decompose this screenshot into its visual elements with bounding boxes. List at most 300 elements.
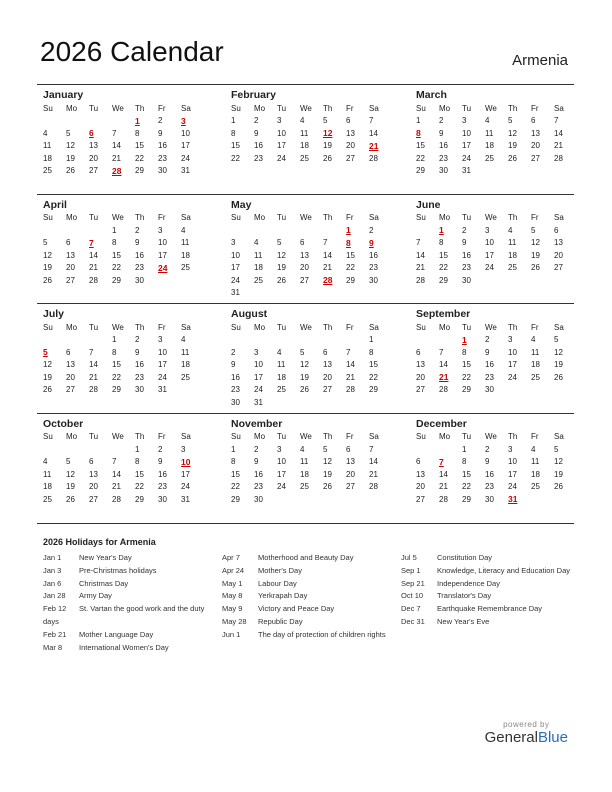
day: 27 [89, 166, 98, 176]
day: 22 [231, 153, 240, 163]
day: 21 [439, 482, 448, 492]
empty-day [271, 493, 294, 506]
day: 11 [277, 360, 286, 370]
day: 4 [531, 444, 536, 454]
weekday-header: Th [508, 103, 518, 113]
holiday-date: Dec 31 [401, 616, 425, 626]
month-table [37, 212, 198, 287]
holiday-item [43, 578, 222, 591]
day: 3 [485, 225, 490, 235]
empty-day [37, 334, 60, 347]
month-september [410, 304, 574, 413]
holiday-name: Yerkrapah Day [258, 591, 308, 601]
weekday-header: We [300, 432, 312, 442]
day: 16 [462, 250, 471, 260]
day: 10 [277, 457, 286, 467]
day: 17 [485, 250, 494, 260]
day: 7 [416, 238, 421, 248]
day: 13 [416, 360, 425, 370]
day: 22 [112, 263, 121, 273]
day: 15 [462, 469, 471, 479]
holiday-date: May 9 [222, 604, 243, 614]
day: 9 [254, 457, 259, 467]
day: 12 [323, 457, 332, 467]
month-row [37, 303, 574, 413]
day: 22 [135, 482, 144, 492]
holiday-date: Feb 12 [43, 604, 67, 614]
day: 11 [181, 347, 190, 357]
day: 30 [135, 275, 144, 285]
day: 12 [531, 238, 540, 248]
holiday-day: 21 [369, 140, 379, 151]
day: 10 [231, 250, 240, 260]
weekday-header: We [485, 322, 497, 332]
day: 31 [158, 385, 167, 395]
empty-day [317, 334, 340, 347]
day: 29 [346, 275, 355, 285]
day: 23 [135, 263, 144, 273]
day: 16 [158, 469, 167, 479]
month-august [225, 304, 410, 413]
holiday-name: Mother's Day [258, 565, 302, 575]
day: 20 [346, 469, 355, 479]
empty-day [152, 274, 175, 287]
month-name: November [231, 417, 283, 430]
month-name: May [231, 198, 252, 211]
empty-day [225, 224, 248, 237]
day: 9 [231, 360, 236, 370]
empty-day [60, 443, 83, 456]
day: 17 [277, 141, 286, 151]
day: 26 [554, 482, 563, 492]
month-name: March [416, 89, 447, 101]
weekday-header: Fr [531, 432, 539, 442]
weekday-header: Sa [369, 432, 379, 442]
weekday-header: Tu [462, 432, 472, 442]
holiday-item [222, 590, 401, 603]
month-table [37, 321, 198, 396]
holiday-day: 28 [323, 275, 333, 286]
month-table [225, 431, 386, 506]
day: 13 [346, 128, 355, 138]
month-may [225, 195, 410, 304]
day: 22 [462, 372, 471, 382]
day: 8 [112, 238, 117, 248]
weekday-header: Su [43, 322, 53, 332]
day: 22 [439, 263, 448, 273]
holiday-item [43, 642, 222, 655]
empty-day [83, 443, 106, 456]
day: 21 [89, 263, 98, 273]
weekday-header: We [112, 322, 124, 332]
day: 6 [416, 347, 421, 357]
weekday-header: Su [231, 103, 241, 113]
empty-day [410, 224, 433, 237]
day: 27 [416, 494, 425, 504]
holiday-item [222, 552, 401, 565]
day: 25 [43, 494, 52, 504]
day: 21 [346, 372, 355, 382]
day: 4 [43, 128, 48, 138]
holiday-date: Jan 6 [43, 578, 62, 588]
day: 28 [439, 385, 448, 395]
day: 25 [181, 372, 190, 382]
day: 19 [277, 263, 286, 273]
day: 29 [135, 166, 144, 176]
day: 2 [254, 116, 259, 126]
day: 12 [66, 469, 75, 479]
day: 21 [112, 153, 121, 163]
empty-day [410, 443, 433, 456]
month-march [410, 85, 574, 194]
weekday-header: Tu [277, 432, 287, 442]
day: 1 [369, 335, 374, 345]
month-row [37, 194, 574, 304]
day: 4 [300, 444, 305, 454]
holiday-day: 6 [89, 128, 94, 139]
day: 21 [369, 469, 378, 479]
day: 25 [508, 263, 517, 273]
empty-day [317, 493, 340, 506]
holiday-day: 1 [346, 225, 351, 236]
day: 24 [231, 275, 240, 285]
day: 18 [531, 360, 540, 370]
weekday-header: Tu [89, 213, 99, 223]
month-april [37, 195, 225, 304]
weekday-header: Su [43, 213, 53, 223]
day: 25 [531, 482, 540, 492]
weekday-header: Th [135, 103, 145, 113]
holiday-name: Earthquake Remembrance Day [437, 604, 543, 614]
day: 16 [231, 372, 240, 382]
day: 12 [277, 250, 286, 260]
holiday-date: Sep 21 [401, 578, 425, 588]
weekday-header: Tu [277, 103, 287, 113]
day: 27 [346, 153, 355, 163]
day: 19 [66, 153, 75, 163]
holiday-day: 3 [181, 115, 186, 126]
day: 17 [462, 141, 471, 151]
day: 25 [254, 275, 263, 285]
day: 25 [43, 166, 52, 176]
empty-day [525, 493, 548, 506]
day: 8 [462, 347, 467, 357]
holiday-date: May 8 [222, 591, 243, 601]
weekday-header: Su [416, 103, 426, 113]
day: 26 [66, 166, 75, 176]
empty-day [363, 287, 386, 300]
empty-day [525, 165, 548, 178]
day: 31 [462, 166, 471, 176]
holiday-name: New Year's Eve [437, 616, 490, 626]
weekday-header: Sa [181, 213, 191, 223]
day: 10 [462, 128, 471, 138]
day: 24 [277, 153, 286, 163]
day: 6 [66, 238, 71, 248]
holiday-date: Jan 28 [43, 591, 66, 601]
holiday-day: 1 [439, 225, 444, 236]
empty-day [502, 384, 525, 397]
weekday-header: Fr [531, 213, 539, 223]
day: 4 [508, 225, 513, 235]
day: 13 [300, 250, 309, 260]
month-june [410, 195, 574, 304]
day: 20 [323, 372, 332, 382]
empty-day [60, 224, 83, 237]
holiday-item [43, 552, 222, 565]
day: 31 [231, 288, 240, 298]
month-row [37, 413, 574, 523]
day: 5 [277, 238, 282, 248]
day: 12 [66, 141, 75, 151]
day: 11 [531, 457, 540, 467]
weekday-header: We [485, 103, 497, 113]
month-name: January [43, 89, 84, 101]
weekday-header: Fr [346, 103, 354, 113]
day: 28 [89, 385, 98, 395]
day: 27 [554, 263, 563, 273]
day: 17 [231, 263, 240, 273]
day: 23 [158, 153, 167, 163]
holiday-name: Army Day [79, 591, 112, 601]
day: 5 [531, 225, 536, 235]
day: 29 [439, 275, 448, 285]
day: 28 [439, 494, 448, 504]
day: 18 [181, 250, 190, 260]
holiday-name: Christmas Day [79, 578, 129, 588]
day: 5 [43, 238, 48, 248]
day: 1 [112, 335, 117, 345]
day: 4 [277, 347, 282, 357]
day: 18 [254, 263, 263, 273]
weekday-header: Sa [554, 432, 564, 442]
weekday-header: Mo [66, 432, 78, 442]
day: 16 [485, 469, 494, 479]
day: 2 [135, 335, 140, 345]
holiday-item [222, 565, 401, 578]
empty-day [502, 274, 525, 287]
weekday-header: Tu [89, 103, 99, 113]
day: 23 [254, 482, 263, 492]
day: 3 [277, 444, 282, 454]
holiday-item [401, 552, 580, 565]
holiday-name: Republic Day [258, 616, 303, 626]
day: 27 [531, 153, 540, 163]
day: 26 [43, 385, 52, 395]
day: 30 [231, 397, 240, 407]
day: 29 [416, 166, 425, 176]
day: 17 [254, 372, 263, 382]
day: 22 [346, 263, 355, 273]
day: 9 [158, 128, 163, 138]
day: 1 [462, 444, 467, 454]
month-table [37, 102, 198, 177]
day: 10 [158, 347, 167, 357]
empty-day [525, 384, 548, 397]
day: 23 [439, 153, 448, 163]
weekday-header: We [112, 213, 124, 223]
month-name: August [231, 308, 268, 320]
day: 14 [439, 360, 448, 370]
weekday-header: Su [43, 103, 53, 113]
day: 24 [277, 482, 286, 492]
weekday-header: Fr [346, 213, 354, 223]
weekday-header: Su [416, 322, 426, 332]
empty-day [271, 334, 294, 347]
day: 13 [89, 469, 98, 479]
day: 15 [439, 250, 448, 260]
day: 30 [158, 494, 167, 504]
day: 18 [277, 372, 286, 382]
day: 9 [135, 347, 140, 357]
weekday-header: Fr [158, 213, 166, 223]
day: 3 [158, 225, 163, 235]
day: 7 [439, 347, 444, 357]
day: 23 [485, 482, 494, 492]
day: 12 [43, 250, 52, 260]
holiday-date: Sep 1 [401, 565, 421, 575]
month-table [410, 431, 571, 506]
day: 21 [89, 372, 98, 382]
holiday-column [222, 552, 401, 654]
day: 29 [135, 494, 144, 504]
day: 13 [416, 469, 425, 479]
day: 20 [346, 141, 355, 151]
day: 19 [300, 372, 309, 382]
day: 29 [462, 385, 471, 395]
empty-day [502, 165, 525, 178]
day: 10 [181, 128, 190, 138]
holiday-name: Knowledge, Literacy and Education Day [437, 565, 571, 575]
holiday-column [401, 552, 580, 654]
day: 18 [300, 469, 309, 479]
empty-day [294, 287, 317, 300]
month-name: June [416, 198, 441, 211]
holiday-date: Dec 7 [401, 604, 421, 614]
day: 27 [323, 385, 332, 395]
day: 5 [554, 444, 559, 454]
weekday-header: Sa [181, 103, 191, 113]
day: 3 [277, 116, 282, 126]
day: 26 [66, 494, 75, 504]
day: 2 [485, 444, 490, 454]
empty-day [340, 493, 363, 506]
day: 13 [554, 238, 563, 248]
empty-day [340, 396, 363, 409]
day: 9 [158, 457, 163, 467]
day: 18 [43, 482, 52, 492]
day: 14 [369, 128, 378, 138]
weekday-header: Th [323, 103, 333, 113]
month-name: September [416, 308, 471, 320]
day: 5 [554, 335, 559, 345]
empty-day [548, 384, 571, 397]
holiday-item [222, 603, 401, 616]
day: 14 [323, 250, 332, 260]
holiday-name: Translator's Day [437, 591, 492, 601]
day: 14 [89, 250, 98, 260]
holiday-name: St. Vartan the good work and the duty days [43, 604, 205, 626]
weekday-header: Tu [89, 322, 99, 332]
holiday-day: 9 [369, 237, 374, 248]
day: 3 [508, 444, 513, 454]
weekday-header: Su [43, 432, 53, 442]
holiday-date: Mar 8 [43, 642, 63, 652]
day: 6 [89, 457, 94, 467]
day: 26 [508, 153, 517, 163]
day: 26 [323, 482, 332, 492]
weekday-header: Sa [554, 213, 564, 223]
empty-day [37, 443, 60, 456]
day: 11 [300, 457, 309, 467]
day: 8 [112, 347, 117, 357]
day: 6 [300, 238, 305, 248]
weekday-header: Mo [439, 432, 451, 442]
day: 7 [554, 116, 559, 126]
holiday-date: Jan 3 [43, 565, 62, 575]
day: 7 [89, 347, 94, 357]
holiday-name: New Year's Day [79, 553, 132, 562]
day: 2 [158, 444, 163, 454]
day: 10 [158, 238, 167, 248]
weekday-header: Fr [346, 432, 354, 442]
empty-day [60, 115, 83, 128]
day: 10 [254, 360, 263, 370]
day: 1 [231, 444, 236, 454]
weekday-header: Fr [158, 432, 166, 442]
empty-day [225, 334, 248, 347]
empty-day [433, 443, 456, 456]
holiday-item [43, 603, 222, 629]
day: 12 [43, 360, 52, 370]
day: 23 [135, 372, 144, 382]
day: 30 [369, 275, 378, 285]
empty-day [317, 287, 340, 300]
day: 15 [135, 469, 144, 479]
holiday-day: 28 [112, 165, 122, 176]
day: 29 [231, 494, 240, 504]
empty-day [363, 493, 386, 506]
day: 8 [439, 238, 444, 248]
month-july [37, 304, 225, 413]
day: 8 [369, 347, 374, 357]
day: 19 [43, 372, 52, 382]
page-title: 2026 Calendar [40, 36, 224, 67]
empty-day [248, 334, 271, 347]
month-name: December [416, 417, 467, 430]
day: 25 [300, 153, 309, 163]
weekday-header: We [112, 103, 124, 113]
day: 18 [508, 250, 517, 260]
day: 30 [439, 166, 448, 176]
day: 24 [508, 372, 517, 382]
day: 14 [369, 457, 378, 467]
holiday-day: 5 [43, 347, 48, 358]
holiday-column [43, 552, 222, 654]
holiday-name: Pre-Christmas holidays [79, 565, 157, 575]
day: 12 [554, 457, 563, 467]
holiday-day: 24 [158, 262, 168, 273]
weekday-header: Th [135, 322, 145, 332]
empty-day [525, 274, 548, 287]
empty-day [294, 334, 317, 347]
day: 14 [439, 469, 448, 479]
day: 13 [346, 457, 355, 467]
holiday-date: Jun 1 [222, 629, 241, 639]
day: 31 [254, 397, 263, 407]
day: 28 [346, 385, 355, 395]
day: 18 [300, 141, 309, 151]
